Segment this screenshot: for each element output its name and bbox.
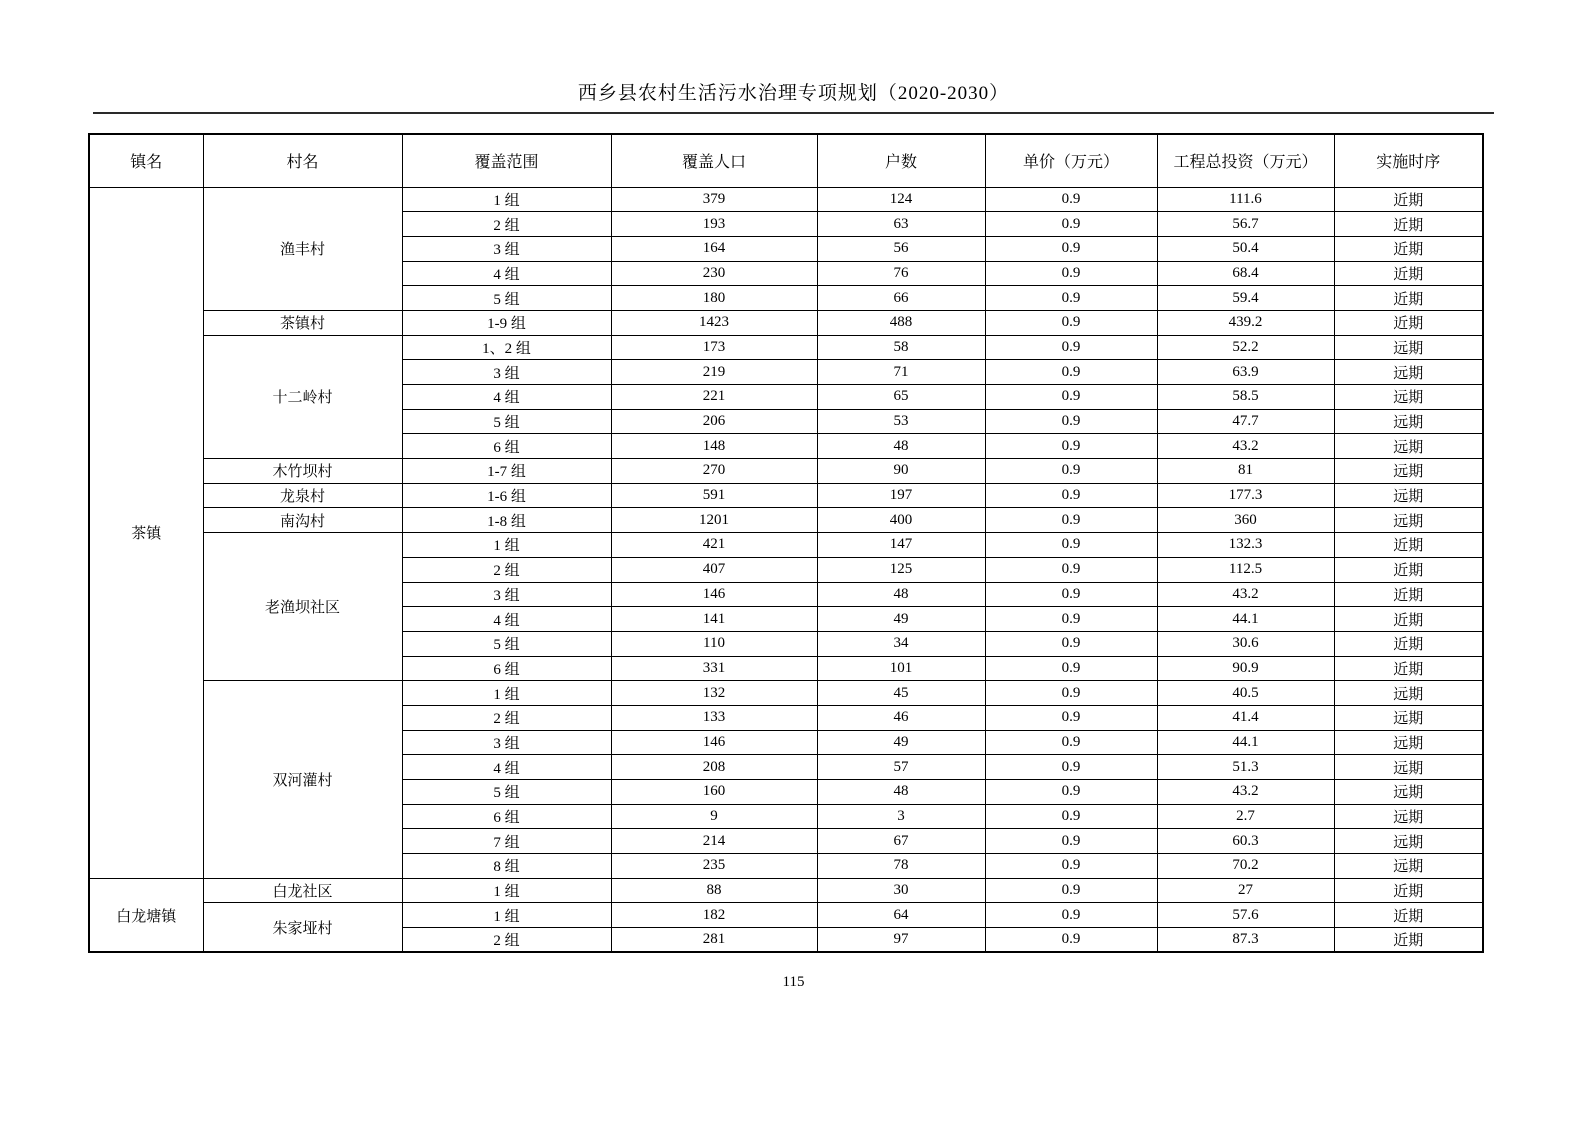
coverage-cell: 4 组 <box>402 385 611 410</box>
table-row <box>89 533 1483 558</box>
coverage-cell: 2 组 <box>402 557 611 582</box>
households-cell: 97 <box>817 928 985 953</box>
population-cell: 9 <box>611 804 817 829</box>
unit-price-cell: 0.9 <box>985 681 1157 706</box>
coverage-cell: 5 组 <box>402 631 611 656</box>
population-cell: 88 <box>611 878 817 903</box>
unit-price-cell: 0.9 <box>985 656 1157 681</box>
phase-cell: 近期 <box>1334 212 1483 237</box>
investment-cell: 90.9 <box>1157 656 1334 681</box>
coverage-cell: 2 组 <box>402 212 611 237</box>
unit-price-cell: 0.9 <box>985 928 1157 953</box>
population-cell: 591 <box>611 483 817 508</box>
coverage-cell: 5 组 <box>402 409 611 434</box>
village-name-cell: 茶镇村 <box>203 310 402 335</box>
coverage-cell: 6 组 <box>402 434 611 459</box>
households-cell: 76 <box>817 261 985 286</box>
investment-cell: 70.2 <box>1157 854 1334 879</box>
header-coverage: 覆盖范围 <box>402 134 611 187</box>
population-cell: 182 <box>611 903 817 928</box>
investment-cell: 56.7 <box>1157 212 1334 237</box>
phase-cell: 近期 <box>1334 286 1483 311</box>
unit-price-cell: 0.9 <box>985 557 1157 582</box>
town-name-cell: 茶镇 <box>89 187 203 878</box>
households-cell: 125 <box>817 557 985 582</box>
unit-price-cell: 0.9 <box>985 286 1157 311</box>
coverage-cell: 1-6 组 <box>402 483 611 508</box>
unit-price-cell: 0.9 <box>985 730 1157 755</box>
coverage-cell: 3 组 <box>402 730 611 755</box>
village-name-cell: 十二岭村 <box>203 335 402 458</box>
coverage-cell: 3 组 <box>402 236 611 261</box>
header-unit-price: 单价（万元） <box>985 134 1157 187</box>
unit-price-cell: 0.9 <box>985 829 1157 854</box>
table-row <box>89 483 1483 508</box>
investment-cell: 43.2 <box>1157 582 1334 607</box>
phase-cell: 远期 <box>1334 360 1483 385</box>
table-header <box>89 134 1483 187</box>
coverage-cell: 2 组 <box>402 705 611 730</box>
investment-cell: 44.1 <box>1157 730 1334 755</box>
phase-cell: 近期 <box>1334 878 1483 903</box>
population-cell: 160 <box>611 780 817 805</box>
investment-cell: 111.6 <box>1157 187 1334 212</box>
investment-cell: 81 <box>1157 459 1334 484</box>
unit-price-cell: 0.9 <box>985 187 1157 212</box>
population-cell: 407 <box>611 557 817 582</box>
population-cell: 173 <box>611 335 817 360</box>
unit-price-cell: 0.9 <box>985 261 1157 286</box>
table-row <box>89 459 1483 484</box>
table-row <box>89 903 1483 928</box>
households-cell: 65 <box>817 385 985 410</box>
phase-cell: 远期 <box>1334 335 1483 360</box>
households-cell: 48 <box>817 582 985 607</box>
population-cell: 379 <box>611 187 817 212</box>
population-cell: 221 <box>611 385 817 410</box>
households-cell: 57 <box>817 755 985 780</box>
population-cell: 146 <box>611 730 817 755</box>
households-cell: 48 <box>817 780 985 805</box>
population-cell: 270 <box>611 459 817 484</box>
households-cell: 147 <box>817 533 985 558</box>
households-cell: 66 <box>817 286 985 311</box>
phase-cell: 远期 <box>1334 780 1483 805</box>
coverage-cell: 4 组 <box>402 607 611 632</box>
population-cell: 214 <box>611 829 817 854</box>
population-cell: 421 <box>611 533 817 558</box>
coverage-cell: 4 组 <box>402 755 611 780</box>
households-cell: 78 <box>817 854 985 879</box>
phase-cell: 远期 <box>1334 804 1483 829</box>
coverage-cell: 1 组 <box>402 903 611 928</box>
investment-cell: 50.4 <box>1157 236 1334 261</box>
investment-cell: 47.7 <box>1157 409 1334 434</box>
households-cell: 53 <box>817 409 985 434</box>
unit-price-cell: 0.9 <box>985 236 1157 261</box>
households-cell: 64 <box>817 903 985 928</box>
phase-cell: 近期 <box>1334 533 1483 558</box>
header-village: 村名 <box>203 134 402 187</box>
village-name-cell: 渔丰村 <box>203 187 402 310</box>
population-cell: 133 <box>611 705 817 730</box>
coverage-cell: 1、2 组 <box>402 335 611 360</box>
village-name-cell: 老渔坝社区 <box>203 533 402 681</box>
phase-cell: 近期 <box>1334 656 1483 681</box>
coverage-cell: 1-7 组 <box>402 459 611 484</box>
unit-price-cell: 0.9 <box>985 804 1157 829</box>
phase-cell: 远期 <box>1334 483 1483 508</box>
unit-price-cell: 0.9 <box>985 409 1157 434</box>
households-cell: 45 <box>817 681 985 706</box>
phase-cell: 近期 <box>1334 261 1483 286</box>
table-row <box>89 681 1483 706</box>
investment-cell: 44.1 <box>1157 607 1334 632</box>
population-cell: 235 <box>611 854 817 879</box>
planning-table <box>88 133 1484 953</box>
investment-cell: 63.9 <box>1157 360 1334 385</box>
phase-cell: 远期 <box>1334 385 1483 410</box>
coverage-cell: 6 组 <box>402 804 611 829</box>
coverage-cell: 7 组 <box>402 829 611 854</box>
population-cell: 1423 <box>611 310 817 335</box>
unit-price-cell: 0.9 <box>985 582 1157 607</box>
coverage-cell: 3 组 <box>402 360 611 385</box>
investment-cell: 87.3 <box>1157 928 1334 953</box>
coverage-cell: 5 组 <box>402 780 611 805</box>
phase-cell: 近期 <box>1334 903 1483 928</box>
households-cell: 30 <box>817 878 985 903</box>
households-cell: 56 <box>817 236 985 261</box>
village-name-cell: 白龙社区 <box>203 878 402 903</box>
population-cell: 208 <box>611 755 817 780</box>
village-name-cell: 龙泉村 <box>203 483 402 508</box>
population-cell: 148 <box>611 434 817 459</box>
unit-price-cell: 0.9 <box>985 483 1157 508</box>
unit-price-cell: 0.9 <box>985 533 1157 558</box>
households-cell: 3 <box>817 804 985 829</box>
page-number: 115 <box>782 974 805 990</box>
unit-price-cell: 0.9 <box>985 607 1157 632</box>
unit-price-cell: 0.9 <box>985 434 1157 459</box>
investment-cell: 43.2 <box>1157 434 1334 459</box>
phase-cell: 远期 <box>1334 755 1483 780</box>
coverage-cell: 5 组 <box>402 286 611 311</box>
phase-cell: 远期 <box>1334 508 1483 533</box>
households-cell: 63 <box>817 212 985 237</box>
village-name-cell: 双河灌村 <box>203 681 402 879</box>
investment-cell: 112.5 <box>1157 557 1334 582</box>
households-cell: 400 <box>817 508 985 533</box>
population-cell: 180 <box>611 286 817 311</box>
table-row <box>89 335 1483 360</box>
investment-cell: 2.7 <box>1157 804 1334 829</box>
coverage-cell: 6 组 <box>402 656 611 681</box>
investment-cell: 360 <box>1157 508 1334 533</box>
unit-price-cell: 0.9 <box>985 459 1157 484</box>
investment-cell: 30.6 <box>1157 631 1334 656</box>
unit-price-cell: 0.9 <box>985 335 1157 360</box>
investment-cell: 59.4 <box>1157 286 1334 311</box>
village-name-cell: 南沟村 <box>203 508 402 533</box>
header-population: 覆盖人口 <box>611 134 817 187</box>
population-cell: 141 <box>611 607 817 632</box>
phase-cell: 远期 <box>1334 459 1483 484</box>
investment-cell: 68.4 <box>1157 261 1334 286</box>
unit-price-cell: 0.9 <box>985 631 1157 656</box>
unit-price-cell: 0.9 <box>985 310 1157 335</box>
phase-cell: 远期 <box>1334 854 1483 879</box>
investment-cell: 27 <box>1157 878 1334 903</box>
phase-cell: 近期 <box>1334 607 1483 632</box>
households-cell: 46 <box>817 705 985 730</box>
header-phase: 实施时序 <box>1334 134 1483 187</box>
households-cell: 49 <box>817 607 985 632</box>
investment-cell: 41.4 <box>1157 705 1334 730</box>
table-row <box>89 508 1483 533</box>
unit-price-cell: 0.9 <box>985 854 1157 879</box>
population-cell: 110 <box>611 631 817 656</box>
coverage-cell: 1 组 <box>402 533 611 558</box>
households-cell: 197 <box>817 483 985 508</box>
header-investment: 工程总投资（万元） <box>1157 134 1334 187</box>
unit-price-cell: 0.9 <box>985 212 1157 237</box>
population-cell: 193 <box>611 212 817 237</box>
phase-cell: 近期 <box>1334 928 1483 953</box>
unit-price-cell: 0.9 <box>985 903 1157 928</box>
population-cell: 331 <box>611 656 817 681</box>
phase-cell: 远期 <box>1334 730 1483 755</box>
coverage-cell: 4 组 <box>402 261 611 286</box>
households-cell: 67 <box>817 829 985 854</box>
population-cell: 230 <box>611 261 817 286</box>
coverage-cell: 2 组 <box>402 928 611 953</box>
households-cell: 58 <box>817 335 985 360</box>
population-cell: 206 <box>611 409 817 434</box>
table-header-row <box>89 134 1483 187</box>
document-header-title: 西乡县农村生活污水治理专项规划（2020-2030） <box>577 83 1010 104</box>
village-name-cell: 木竹坝村 <box>203 459 402 484</box>
unit-price-cell: 0.9 <box>985 705 1157 730</box>
phase-cell: 近期 <box>1334 187 1483 212</box>
population-cell: 1201 <box>611 508 817 533</box>
village-name-cell: 朱家垭村 <box>203 903 402 952</box>
table-row <box>89 878 1483 903</box>
unit-price-cell: 0.9 <box>985 780 1157 805</box>
households-cell: 48 <box>817 434 985 459</box>
phase-cell: 远期 <box>1334 434 1483 459</box>
investment-cell: 439.2 <box>1157 310 1334 335</box>
households-cell: 488 <box>817 310 985 335</box>
phase-cell: 近期 <box>1334 310 1483 335</box>
coverage-cell: 1 组 <box>402 681 611 706</box>
phase-cell: 近期 <box>1334 582 1483 607</box>
phase-cell: 近期 <box>1334 236 1483 261</box>
investment-cell: 177.3 <box>1157 483 1334 508</box>
coverage-cell: 1 组 <box>402 878 611 903</box>
households-cell: 90 <box>817 459 985 484</box>
town-name-cell: 白龙塘镇 <box>89 878 203 952</box>
coverage-cell: 1-9 组 <box>402 310 611 335</box>
investment-cell: 132.3 <box>1157 533 1334 558</box>
population-cell: 132 <box>611 681 817 706</box>
investment-cell: 52.2 <box>1157 335 1334 360</box>
phase-cell: 远期 <box>1334 681 1483 706</box>
phase-cell: 近期 <box>1334 631 1483 656</box>
coverage-cell: 1 组 <box>402 187 611 212</box>
coverage-cell: 3 组 <box>402 582 611 607</box>
investment-cell: 51.3 <box>1157 755 1334 780</box>
unit-price-cell: 0.9 <box>985 755 1157 780</box>
table-row <box>89 310 1483 335</box>
households-cell: 49 <box>817 730 985 755</box>
table-body <box>89 187 1483 952</box>
phase-cell: 远期 <box>1334 409 1483 434</box>
unit-price-cell: 0.9 <box>985 878 1157 903</box>
phase-cell: 近期 <box>1334 557 1483 582</box>
population-cell: 164 <box>611 236 817 261</box>
phase-cell: 远期 <box>1334 705 1483 730</box>
unit-price-cell: 0.9 <box>985 385 1157 410</box>
population-cell: 219 <box>611 360 817 385</box>
header-town: 镇名 <box>89 134 203 187</box>
households-cell: 71 <box>817 360 985 385</box>
coverage-cell: 8 组 <box>402 854 611 879</box>
investment-cell: 43.2 <box>1157 780 1334 805</box>
table-row <box>89 187 1483 212</box>
investment-cell: 57.6 <box>1157 903 1334 928</box>
population-cell: 281 <box>611 928 817 953</box>
investment-cell: 60.3 <box>1157 829 1334 854</box>
coverage-cell: 1-8 组 <box>402 508 611 533</box>
investment-cell: 40.5 <box>1157 681 1334 706</box>
header-households: 户数 <box>817 134 985 187</box>
header-divider <box>93 112 1494 114</box>
investment-cell: 58.5 <box>1157 385 1334 410</box>
households-cell: 124 <box>817 187 985 212</box>
unit-price-cell: 0.9 <box>985 360 1157 385</box>
population-cell: 146 <box>611 582 817 607</box>
phase-cell: 远期 <box>1334 829 1483 854</box>
unit-price-cell: 0.9 <box>985 508 1157 533</box>
households-cell: 34 <box>817 631 985 656</box>
households-cell: 101 <box>817 656 985 681</box>
